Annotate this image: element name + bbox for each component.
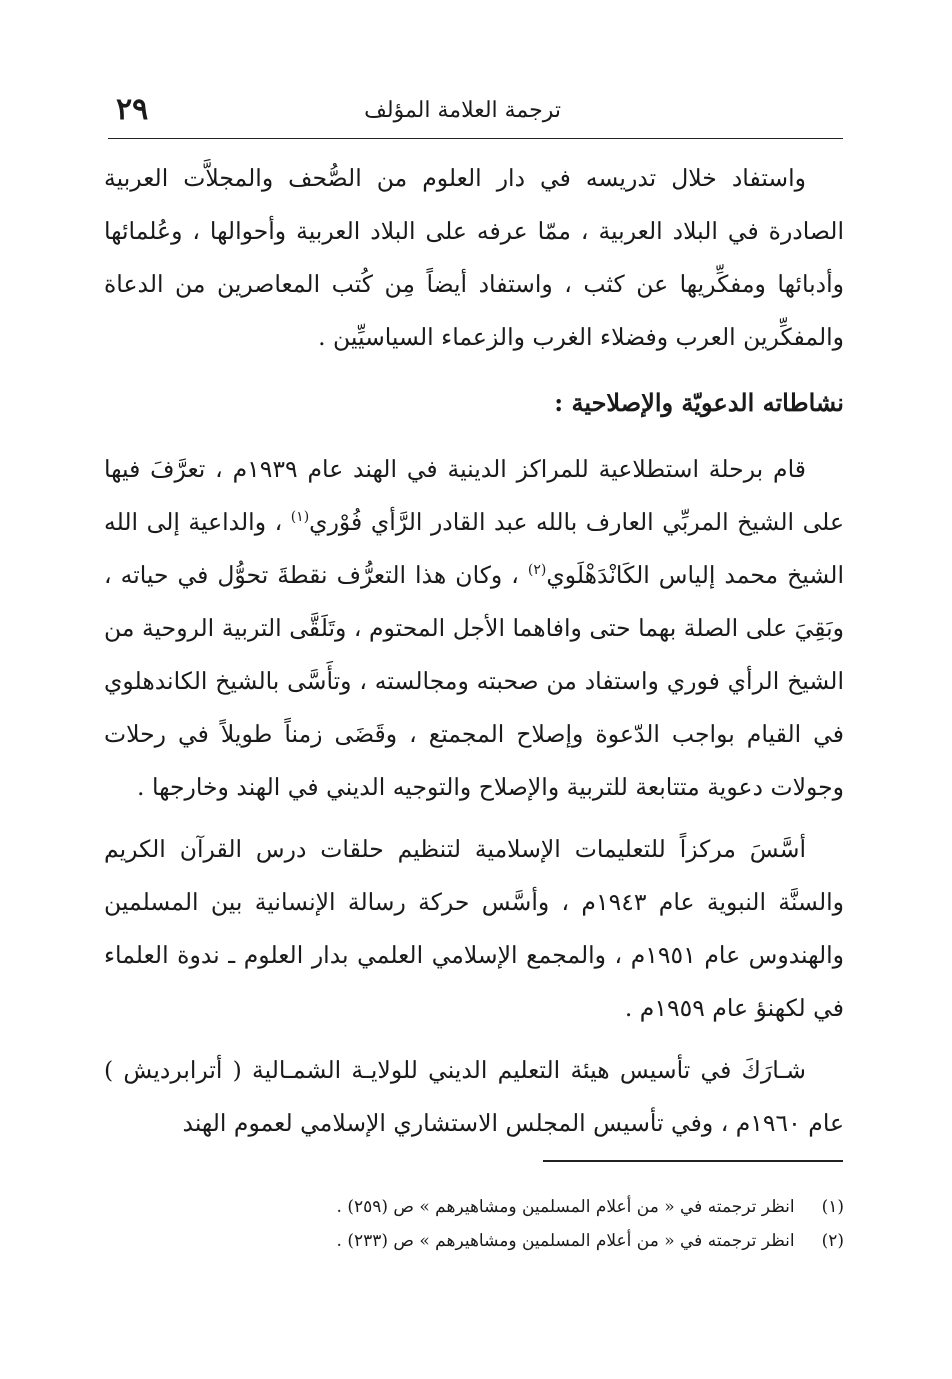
main-text	[104, 152, 844, 1150]
footnotes	[280, 1190, 844, 1258]
running-title: ترجمة العلامة المؤلف	[364, 98, 561, 123]
paragraph-participation: شـارَكَ في تأسيس هيئة التعليم الديني للولايـة الشمـالية ( أترابرديش ) عام ١٩٦٠م ، وفي تأسيس المجلس الاستشاري الإسلامي لعموم الهند	[104, 1056, 844, 1137]
footnote-text: انظر ترجمته في « من أعلام المسلمين ومشاهيرهم » ص (٢٥٩) .	[336, 1197, 795, 1217]
paragraph-foundations: أسَّسَ مركزاً للتعليمات الإسلامية لتنظيم حلقات درس القرآن الكريم والسنَّة النبوية عام ١٩٤٣م ، وأسَّس حركة رسالة الإنسانية بين المسلمين والهندوس عام ١٩٥١م ، والمجمع الإسلامي العلمي بدار العلوم ـ ندوة العلماء في لكهنؤ عام ١٩٥٩م .	[104, 835, 844, 1022]
footnote-number: (٢)	[821, 1231, 844, 1251]
footnote	[280, 1224, 844, 1258]
footnote-text: انظر ترجمته في « من أعلام المسلمين ومشاهيرهم » ص (٢٣٣) .	[336, 1231, 795, 1251]
footnote-number: (١)	[821, 1197, 844, 1217]
footnote-ref-1: (١)	[290, 509, 310, 526]
paragraph-text: قام برحلة استطلاعية للمراكز الدينية في الهند عام ١٩٣٩م ، تعرَّفَ فيها على الشيخ المربِّي العارف بالله عبد القادر الرَّأي فُوْري	[104, 455, 844, 536]
page-header	[108, 92, 843, 139]
footnote	[280, 1190, 844, 1224]
section-heading: نشاطاته الدعويّة والإصلاحية :	[554, 388, 844, 417]
paragraph-tour	[104, 443, 844, 814]
footnote-divider	[543, 1160, 843, 1162]
paragraph-text: ، والداعية إلى الله الشيخ محمد إلياس الكَانْدَهْلَوي	[104, 508, 844, 589]
page-number: ٢٩	[116, 92, 149, 127]
paragraph-text: ، وكان هذا التعرُّف نقطةَ تحوُّل في حياته ، وبَقِيَ على الصلة بهما حتى وافاهما الأجل المحتوم ، وتَلَقَّى التربية الروحية من الشيخ الرأي فوري واستفاد من صحبته ومجالسته ، وتأَسَّى بالشيخ الكاندهلوي في القيام بواجب الدّعوة وإصلاح المجمتع ، وقَضَى زمناً طويلاً في رحلات وجولات دعوية متتابعة للتربية والإصلاح والتوجيه الديني في الهند وخارجها .	[104, 561, 844, 801]
footnote-ref-2: (٢)	[527, 562, 547, 579]
paragraph-studies: واستفاد خلال تدريسه في دار العلوم من الصُّحف والمجلاَّت العربية الصادرة في البلاد العربية ، ممّا عرفه على البلاد العربية وأحوالها ، وعُلمائها وأدبائها ومفكِّريها عن كثب ، واستفاد أيضاً مِن كُتب المعاصرين من الدعاة والمفكِّرين العرب وفضلاء الغرب والزعماء السياسيِّين .	[104, 164, 844, 351]
